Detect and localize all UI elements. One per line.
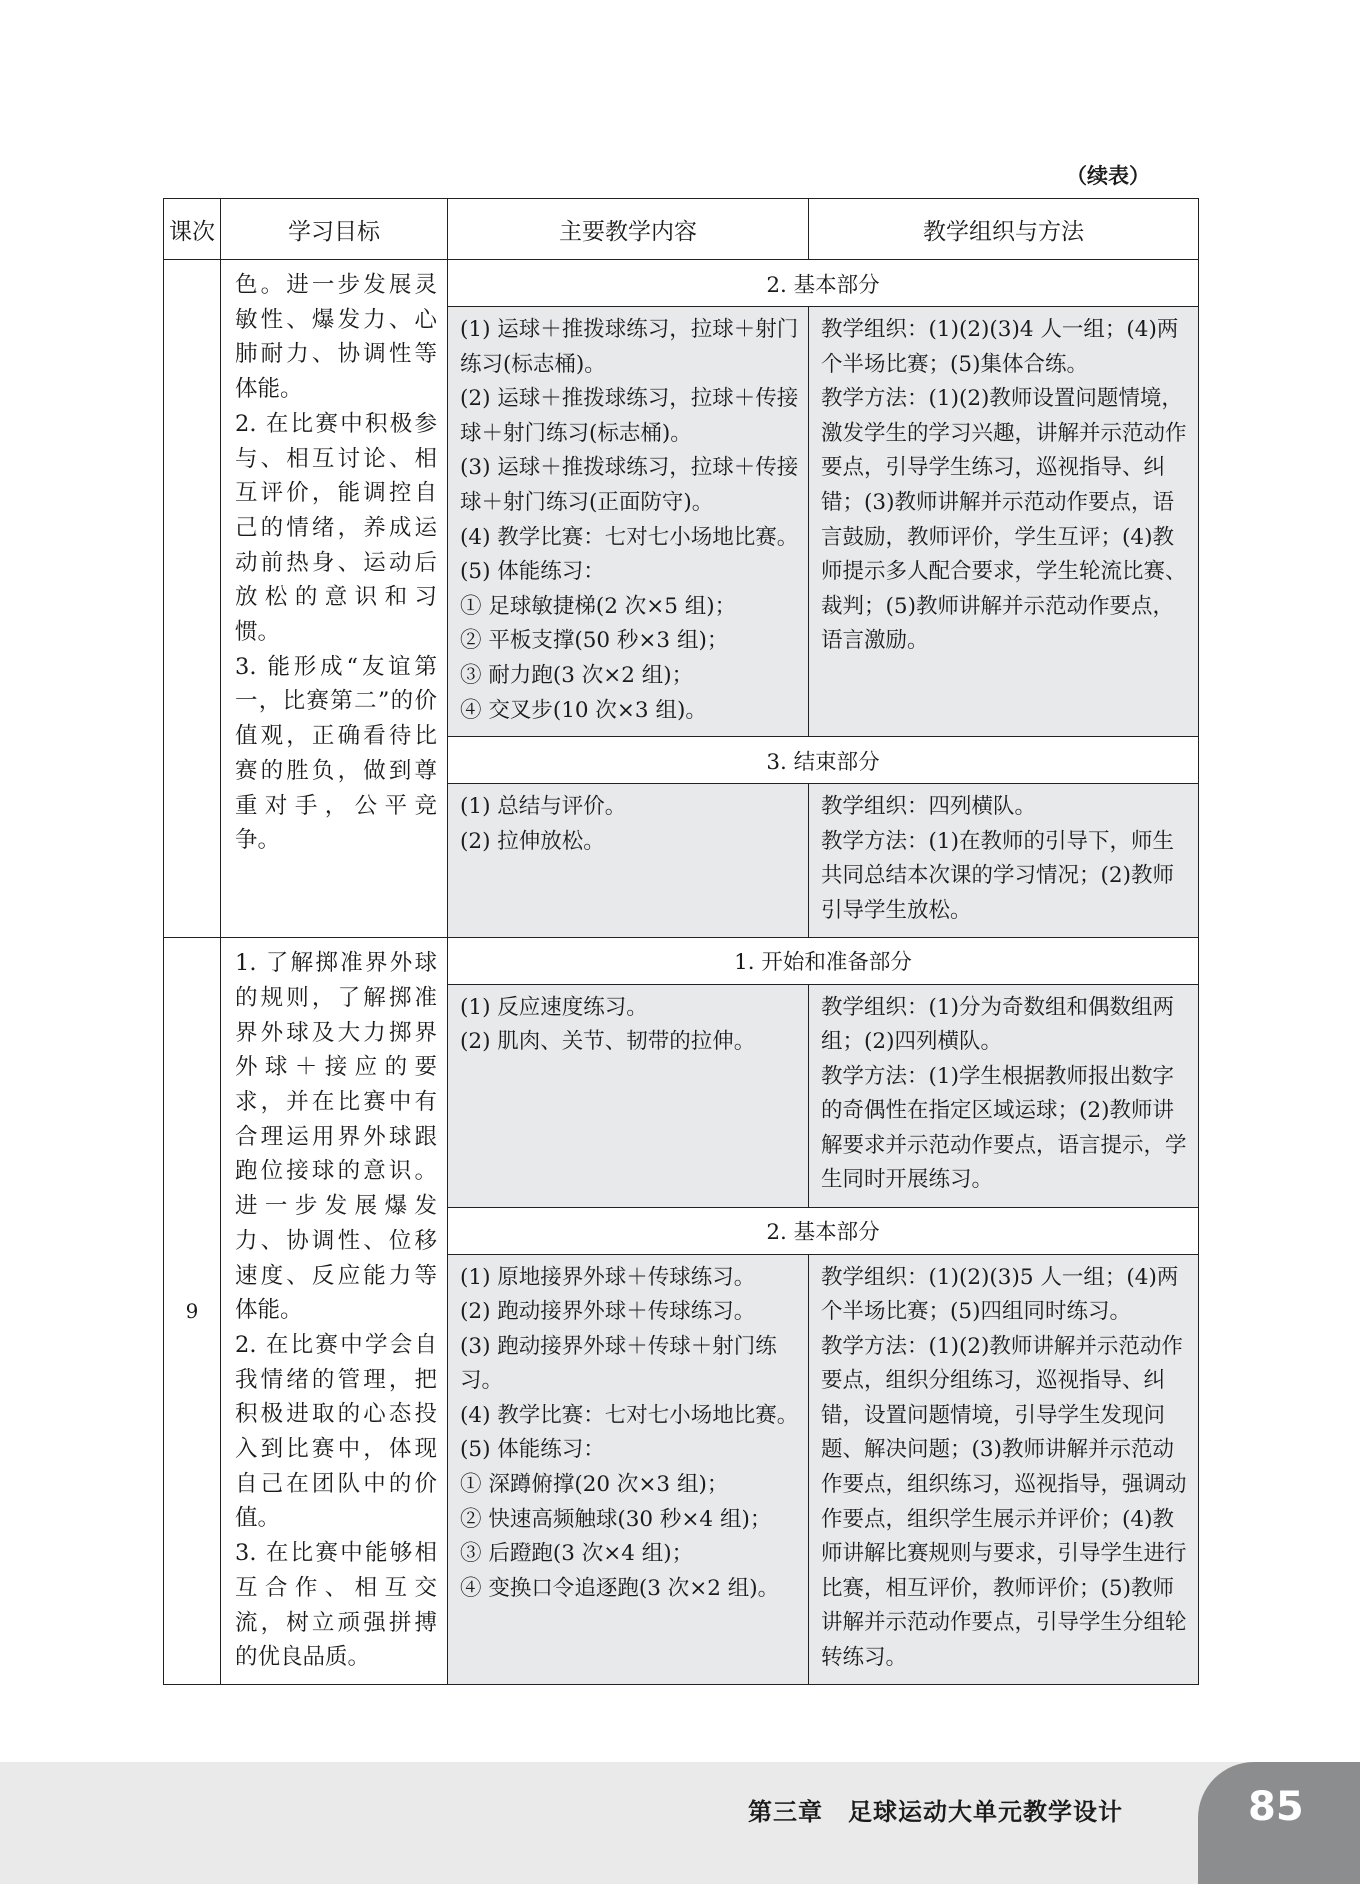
method-item: 教学方法：(1)(2)教师讲解并示范动作要点，组织分组练习，巡视指导、纠错，设置问题情境，引导学生发现问题、解决问题；(3)教师讲解并示范动作要点，组织练习，巡视指导，强调动作要点，组织学生展示并评价；(4)教师讲解比赛规则与要求，引导学生进行比赛，相互评价，教师评价；(5)教师讲解并示范动作要点，引导学生分组轮转练习。 (821, 1333, 1187, 1671)
header-goals: 学习目标 (221, 199, 448, 260)
teaching-method (809, 1254, 1199, 1684)
teaching-content (448, 984, 809, 1207)
teaching-method (809, 784, 1199, 937)
goal-item: 色。进一步发展灵敏性、爆发力、心肺耐力、协调性等体能。 (235, 272, 437, 403)
content-item: (4) 教学比赛：七对七小场地比赛。 (460, 1402, 799, 1428)
content-item: (2) 跑动接界外球＋传球练习。 (460, 1299, 756, 1325)
section-title: 1. 开始和准备部分 (448, 937, 1199, 984)
table-row (164, 937, 1199, 984)
content-item: (1) 总结与评价。 (460, 794, 627, 820)
goal-item: 3. 能形成“友谊第一，比赛第二”的价值观，正确看待比赛的胜负，做到尊重对手，公平竞争。 (235, 653, 437, 854)
learning-goals (221, 260, 448, 938)
content-item: (2) 运球＋推拨球练习，拉球＋传接球＋射门练习(标志桶)。 (460, 386, 799, 446)
method-item: 教学组织：(1)(2)(3)4 人一组；(4)两个半场比赛；(5)集体合练。 (821, 317, 1179, 377)
method-item: 教学组织：(1)(2)(3)5 人一组；(4)两个半场比赛；(5)四组同时练习。 (821, 1264, 1179, 1325)
lesson-number (164, 260, 221, 938)
content-item: ③ 耐力跑(3 次×2 组)； (460, 662, 694, 688)
teaching-method (809, 307, 1199, 737)
chapter-title: 第三章 足球运动大单元教学设计 (748, 1798, 1123, 1826)
content-item: (2) 肌肉、关节、韧带的拉伸。 (460, 1029, 756, 1055)
header-lesson: 课次 (164, 199, 221, 260)
content-item: ① 足球敏捷梯(2 次×5 组)； (460, 593, 737, 619)
content-item: (5) 体能练习： (460, 1437, 605, 1463)
method-item: 教学组织：(1)分为奇数组和偶数组两组；(2)四列横队。 (821, 994, 1174, 1055)
header-content: 主要教学内容 (448, 199, 809, 260)
content-item: ④ 变换口令追逐跑(3 次×2 组)。 (460, 1575, 780, 1601)
content-item: (1) 原地接界外球＋传球练习。 (460, 1264, 756, 1290)
method-item: 教学方法：(1)在教师的引导下，师生共同总结本次课的学习情况；(2)教师引导学生放松。 (821, 828, 1174, 923)
content-item: (3) 运球＋推拨球练习，拉球＋传接球＋射门练习(正面防守)。 (460, 455, 799, 515)
lesson-plan-table (163, 198, 1199, 1685)
goal-item: 2. 在比赛中积极参与、相互讨论、相互评价，能调控自己的情绪，养成运动前热身、运动后放松的意识和习惯。 (235, 410, 437, 646)
method-item: 教学方法：(1)(2)教师设置问题情境，激发学生的学习兴趣，讲解并示范动作要点，引导学生练习，巡视指导、纠错；(3)教师讲解并示范动作要点，语言鼓励，教师评价，学生互评；(4)教师提示多人配合要求，学生轮流比赛、裁判；(5)教师讲解并示范动作要点，语言激励。 (821, 386, 1187, 654)
method-item: 教学组织：四列横队。 (821, 794, 1037, 820)
content-item: (5) 体能练习： (460, 559, 605, 585)
learning-goals (221, 937, 448, 1684)
teaching-content (448, 784, 809, 937)
teaching-content (448, 307, 809, 737)
content-item: (2) 拉伸放松。 (460, 828, 605, 854)
method-item: 教学方法：(1)学生根据教师报出数字的奇偶性在指定区域运球；(2)教师讲解要求并示范动作要点，语言提示，学生同时开展练习。 (821, 1063, 1187, 1193)
content-item: (1) 运球＋推拨球练习，拉球＋射门练习(标志桶)。 (460, 317, 799, 377)
goal-item: 3. 在比赛中能够相互合作、相互交流，树立顽强拼搏的优良品质。 (235, 1540, 437, 1671)
page-footer (0, 1762, 1360, 1884)
teaching-content (448, 1254, 809, 1684)
section-title: 2. 基本部分 (448, 1207, 1199, 1254)
content-item: ③ 后蹬跑(3 次×4 组)； (460, 1541, 694, 1567)
page-number: 85 (1248, 1784, 1304, 1830)
content-item: ② 快速高频触球(30 秒×4 组)； (460, 1506, 772, 1532)
content-item: (1) 反应速度练习。 (460, 994, 648, 1020)
content-item: (3) 跑动接界外球＋传球＋射门练习。 (460, 1333, 777, 1394)
content-item: ④ 交叉步(10 次×3 组)。 (460, 697, 707, 723)
table-header-row (164, 199, 1199, 260)
section-title: 3. 结束部分 (448, 737, 1199, 784)
header-method: 教学组织与方法 (809, 199, 1199, 260)
teaching-method (809, 984, 1199, 1207)
content-item: (4) 教学比赛：七对七小场地比赛。 (460, 524, 799, 550)
goal-item: 1. 了解掷准界外球的规则，了解掷准界外球及大力掷界外球＋接应的要求，并在比赛中有合理运用界外球跟跑位接球的意识。进一步发展爆发力、协调性、位移速度、反应能力等体能。 (235, 950, 437, 1324)
goal-item: 2. 在比赛中学会自我情绪的管理，把积极进取的心态投入到比赛中，体现自己在团队中的价值。 (235, 1331, 437, 1532)
content-item: ① 深蹲俯撑(20 次×3 组)； (460, 1472, 729, 1498)
table-row (164, 260, 1199, 307)
section-title: 2. 基本部分 (448, 260, 1199, 307)
continued-label: （续表） (1066, 164, 1150, 188)
lesson-number: 9 (164, 937, 221, 1684)
content-item: ② 平板支撑(50 秒×3 组)； (460, 628, 729, 654)
